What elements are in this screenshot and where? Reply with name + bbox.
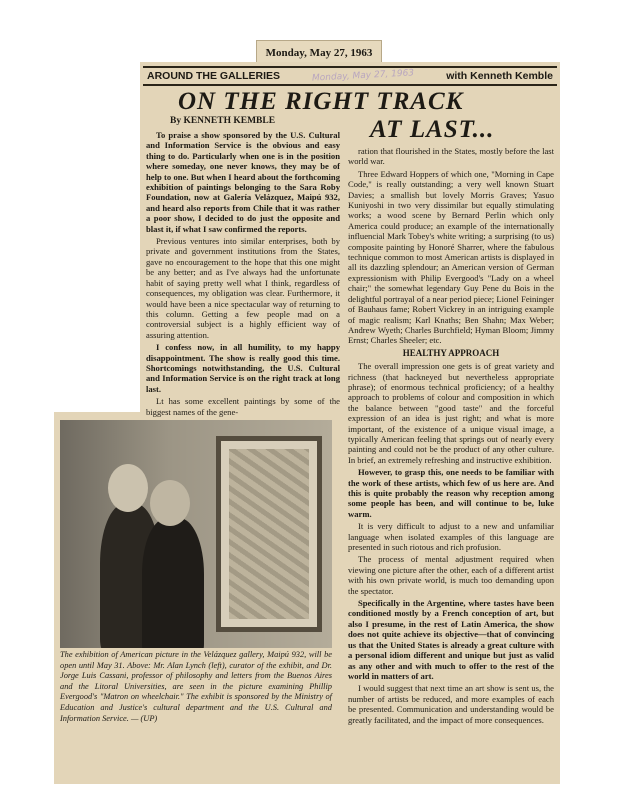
article-column-left bbox=[146, 130, 340, 419]
article-column-right bbox=[348, 146, 554, 727]
painting-frame bbox=[216, 436, 322, 632]
person-left-head bbox=[108, 464, 148, 512]
paragraph: Previous ventures into similar enterprises, both by private and government institutions from the States, gave no encouragement to the hope that this one might be any better; and as I've always had the unfortunate habit of saying pretty well what I think, regardless of consequences, my obligation was clear. Furthermore, it would have been a nice spectacular way of returning to this column. Getting a few people mad on a controversial subject is a highly efficient way of assuring attention. bbox=[146, 236, 340, 340]
paragraph: ration that flourished in the States, mostly before the last world war. bbox=[348, 146, 554, 167]
paragraph: Specifically in the Argentine, where tastes have been conditioned mostly by a French conception of art, but also I presume, in the rest of Latin America, the show does not quite achieve its objective—that of convincing us that the United States is already a great culture with a personal idiom different and unique but just as valid as any other and with much to offer to the rest of the world in matters of art. bbox=[348, 598, 554, 681]
photo-caption: The exhibition of American picture in the Velázquez gallery, Maipú 932, will be open until May 31. Above: Mr. Alan Lynch (left), curator of the exhibit, and Dr. Jorge Luis Cassani, professor of philosophy and letters from the Buenos Aires and the Litoral Universities, are seen in the picture examining Phillip Evergood's "Matron on wheelchair." The exhibit is sponsored by the Ministry of Education and Justice's cultural department and the U.S. Cultural and Information Service. — (UP) bbox=[60, 650, 332, 723]
paragraph: The overall impression one gets is of great variety and richness (that hackneyed but nevertheless appropriate phrase); of enormous technical proficiency; of a healthy approach to problems of colour and composition in which the balance between "good taste" and the forceful expression of an idea is just right; and what is more important, of the existence of a unique visual image, a typically American feeling that springs out of nearly every painting and could not be the product of any other culture. In brief, an extremely refreshing and instructive exhibition. bbox=[348, 361, 554, 465]
person-right bbox=[142, 518, 204, 648]
news-photo bbox=[60, 420, 332, 648]
paragraph: I would suggest that next time an art show is sent us, the number of artists be reduced, and more examples of each be presented. Communication and understanding would be greatly facilitated, and the impact of more consequences. bbox=[348, 683, 554, 725]
dateline: Monday, May 27, 1963 bbox=[256, 40, 382, 66]
subheading: HEALTHY APPROACH bbox=[402, 347, 500, 358]
paragraph: I confess now, in all humility, to my happy disappointment. The show is really good this time. Shortcomings notwithstanding, the U.S. Cultural and Information Service is on the right track at long last. bbox=[146, 342, 340, 394]
headline-line-1: ON THE RIGHT TRACK bbox=[178, 88, 464, 115]
headline-line-2: AT LAST... bbox=[370, 116, 495, 143]
person-right-head bbox=[150, 480, 190, 526]
paragraph: Three Edward Hoppers of which one, "Morning in Cape Code," is really outstanding; a very well known Stuart Davies; a smallish but lovely Morris Graves; Yasuo Kuniyoshi in two very dissimilar but equally stimulating works; a wood scene by Bernard Perlin which only America could produce; an example of the internationally influencial Mark Tobey's white writing; a surprising (to us) composite painting by Honoré Sharrer, where the fabulous technique common to most American artists is displayed in all its dazzling splendour; an American version of German expressionism with Philip Evergood's "Lady on a wheel chair;" the somewhat legendary Guy Pene du Bois in the delightful portrayal of a near period piece; Lionel Feininger of Bauhaus fame; Robert Vickrey in an intriguing example of magic realism; Karl Knaths; Ben Shahn; Max Weber; Andrew Wyeth; Charles Burchfield; Hyman Bloom; Jimmy Ernst; Charles Sheeler; etc. bbox=[348, 168, 554, 346]
byline: By KENNETH KEMBLE bbox=[170, 116, 276, 126]
paragraph: Lt has some excellent paintings by some of the biggest names of the gene- bbox=[146, 396, 340, 417]
column-header bbox=[143, 66, 557, 86]
painting-canvas bbox=[229, 449, 309, 619]
date-stamp: Monday, May 27, 1963 bbox=[311, 68, 415, 84]
paragraph: To praise a show sponsored by the U.S. Cultural and Information Service is the obvious and easy thing to do. Particularly when one is in the position where someday, one never knows, they may be of help to one. But when I heard about the forthcoming exhibition of paintings belonging to the Sara Roby Foundation, now at Galería Velázquez, Maipú 932, and heard also reports from Chile that it was rather a poor show, I decided to do just the opposite and blast it, if what I saw confirmed the reports. bbox=[146, 130, 340, 234]
paragraph: However, to grasp this, one needs to be familiar with the work of these artists, which few of us here are. And this is quite probably the reason why reception among some people has been, and will continue to be, luke warm. bbox=[348, 467, 554, 519]
section-title: AROUND THE GALLERIES bbox=[147, 70, 281, 82]
columnist-credit: with Kenneth Kemble bbox=[446, 70, 553, 82]
paragraph: The process of mental adjustment required when viewing one picture after the other, each of a different artist with his own private world, is much too demanding upon the spectator. bbox=[348, 554, 554, 596]
paragraph: It is very difficult to adjust to a new and unfamiliar language when isolated examples of this language are presented in such riotous and rich profusion. bbox=[348, 521, 554, 553]
